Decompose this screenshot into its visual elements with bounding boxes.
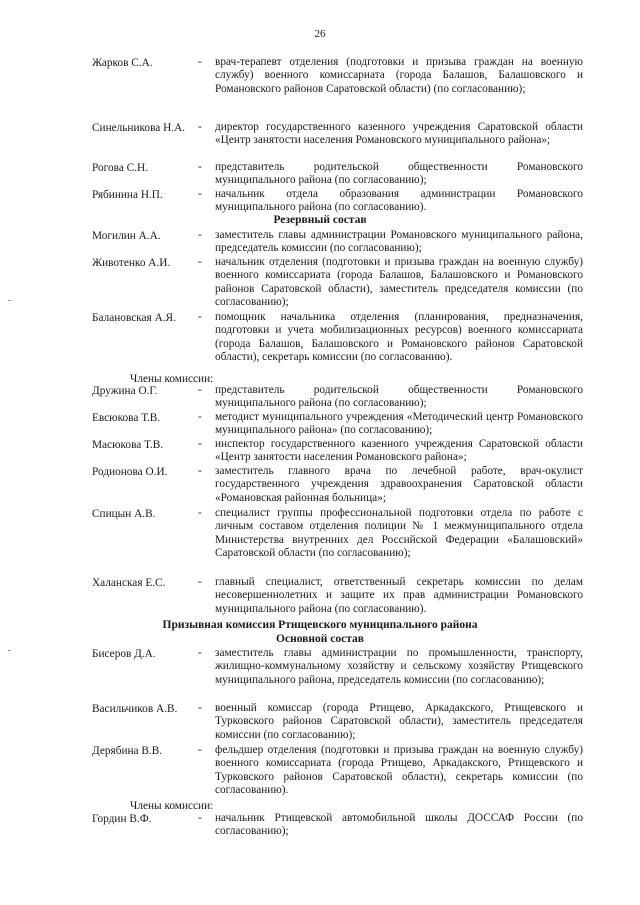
member-description: представитель родительской общественности Романовского муниципального района (по согласованию); bbox=[215, 384, 583, 410]
scan-mark bbox=[8, 650, 11, 651]
dash: - bbox=[198, 188, 202, 200]
member-name: Масюкова Т.В. bbox=[92, 439, 164, 451]
member-description: военный комиссар (города Ртищево, Аркадакского, Ртищевского и Турковского районов Саратовской области), заместитель председателя комиссии (по согласованию); bbox=[215, 702, 583, 741]
dash: - bbox=[198, 744, 202, 756]
members-label: Члены комиссии: bbox=[130, 800, 214, 812]
member-entry bbox=[0, 384, 640, 411]
dash: - bbox=[198, 465, 202, 477]
dash: - bbox=[198, 812, 202, 824]
member-entry bbox=[0, 465, 640, 506]
member-name: Могилин А.А. bbox=[92, 230, 161, 242]
member-name: Животенко А.И. bbox=[92, 257, 171, 269]
member-description: начальник отделения (подготовки и призыва граждан на военную службу) военного комиссариата (города Балашов, Балашовского и Романовского районов Саратовской области), заместитель председателя комиссии (по согласованию); bbox=[215, 256, 583, 309]
member-entry bbox=[0, 647, 640, 701]
member-description: заместитель главы администрации Романовского муниципального района, председатель комиссии (по согласованию); bbox=[215, 229, 583, 255]
member-name: Балановская А.Я. bbox=[92, 312, 176, 324]
member-name: Синельникова Н.А. bbox=[92, 122, 186, 134]
section-heading-reserve: Резервный состав bbox=[273, 214, 367, 226]
member-entry bbox=[0, 438, 640, 465]
section-heading-main: Основной состав bbox=[276, 633, 364, 645]
member-name: Халанская Е.С. bbox=[92, 577, 166, 589]
member-entry bbox=[0, 188, 640, 215]
member-entry bbox=[0, 56, 640, 120]
members-label: Члены комиссии: bbox=[130, 373, 214, 385]
dash: - bbox=[198, 702, 202, 714]
dash: - bbox=[198, 438, 202, 450]
member-name: Евсюкова Т.В. bbox=[92, 412, 161, 424]
page-number: 26 bbox=[314, 28, 326, 40]
dash: - bbox=[198, 161, 202, 173]
member-description: специалист группы профессиональной подготовки отдела по работе с личным составом отделения полиции № 1 межмуниципального отдела Министерства внутренних дел Российской Федерации «Балашовский» Саратовской области (по согласованию); bbox=[215, 507, 583, 560]
dash: - bbox=[198, 384, 202, 396]
member-description: главный специалист, ответственный секретарь комиссии по делам несовершеннолетних и защите их прав администрации Романовского муниципального района (по согласованию). bbox=[215, 576, 583, 615]
member-entry bbox=[0, 411, 640, 438]
commission-title: Призывная комиссия Ртищевского муниципального района bbox=[162, 619, 478, 631]
dash: - bbox=[198, 229, 202, 241]
member-name: Дерябина В.В. bbox=[92, 745, 163, 757]
dash: - bbox=[198, 56, 202, 68]
member-name: Жарков С.А. bbox=[92, 57, 153, 69]
dash: - bbox=[198, 647, 202, 659]
dash: - bbox=[198, 256, 202, 268]
dash: - bbox=[198, 121, 202, 133]
member-name: Спицын А.В. bbox=[92, 508, 156, 520]
member-description: инспектор государственного казенного учреждения Саратовской области «Центр занятости населения Романовского района»; bbox=[215, 438, 583, 464]
member-description: помощник начальника отделения (планирования, предназначения, подготовки и учета мобилизационных ресурсов) военного комиссариата (города Балашов, Балашовского и Романовского районов Саратовской области), секретарь комиссии (по согласованию). bbox=[215, 311, 583, 364]
member-description: представитель родительской общественности Романовского муниципального района (по согласованию); bbox=[215, 161, 583, 187]
member-description: директор государственного казенного учреждения Саратовской области «Центр занятости населения Романовского муниципального района»; bbox=[215, 121, 583, 147]
member-entry bbox=[0, 702, 640, 743]
member-name: Рябинина Н.П. bbox=[92, 189, 163, 201]
member-description: начальник Ртищевской автомобильной школы ДОССАФ России (по согласованию); bbox=[215, 812, 583, 838]
member-description: заместитель главного врача по лечебной работе, врач-окулист государственного учреждения здравоохранения Саратовской области «Романовская районная больница»; bbox=[215, 465, 583, 504]
member-name: Гордин В.Ф. bbox=[92, 813, 152, 825]
member-description: заместитель главы администрации по промышленности, транспорту, жилищно-коммунальному хозяйству и сельскому хозяйству Ртищевского муниципального района, председатель комиссии (по согласованию); bbox=[215, 647, 583, 686]
dash: - bbox=[198, 311, 202, 323]
dash: - bbox=[198, 576, 202, 588]
member-entry bbox=[0, 744, 640, 798]
dash: - bbox=[198, 507, 202, 519]
member-entry bbox=[0, 576, 640, 617]
member-description: начальник отдела образования администрации Романовского муниципального района (по согласованию). bbox=[215, 188, 583, 214]
member-name: Родионова О.И. bbox=[92, 466, 168, 478]
member-name: Дружина О.Г. bbox=[92, 385, 158, 397]
member-entry bbox=[0, 161, 640, 188]
member-name: Васильчиков А.В. bbox=[92, 703, 178, 715]
member-description: врач-терапевт отделения (подготовки и призыва граждан на военную службу) военного комиссариата (города Балашов, Балашовского и Романовского районов Саратовской области) (по согласованию); bbox=[215, 56, 583, 95]
member-entry bbox=[0, 256, 640, 310]
member-description: фельдшер отделения (подготовки и призыва граждан на военную службу) военного комиссариата (города Ртищево, Аркадакского, Ртищевского и Турковского районов Саратовской области), секретарь комиссии (по согласованию). bbox=[215, 744, 583, 797]
dash: - bbox=[198, 411, 202, 423]
member-name: Рогова С.Н. bbox=[92, 162, 149, 174]
member-entry bbox=[0, 229, 640, 256]
member-entry bbox=[0, 507, 640, 575]
member-entry bbox=[0, 121, 640, 161]
member-description: методист муниципального учреждения «Методический центр Романовского муниципального района» (по согласованию); bbox=[215, 411, 583, 437]
member-name: Бисеров Д.А. bbox=[92, 648, 156, 660]
member-entry bbox=[0, 812, 640, 839]
member-entry bbox=[0, 311, 640, 365]
scan-mark bbox=[8, 300, 11, 301]
